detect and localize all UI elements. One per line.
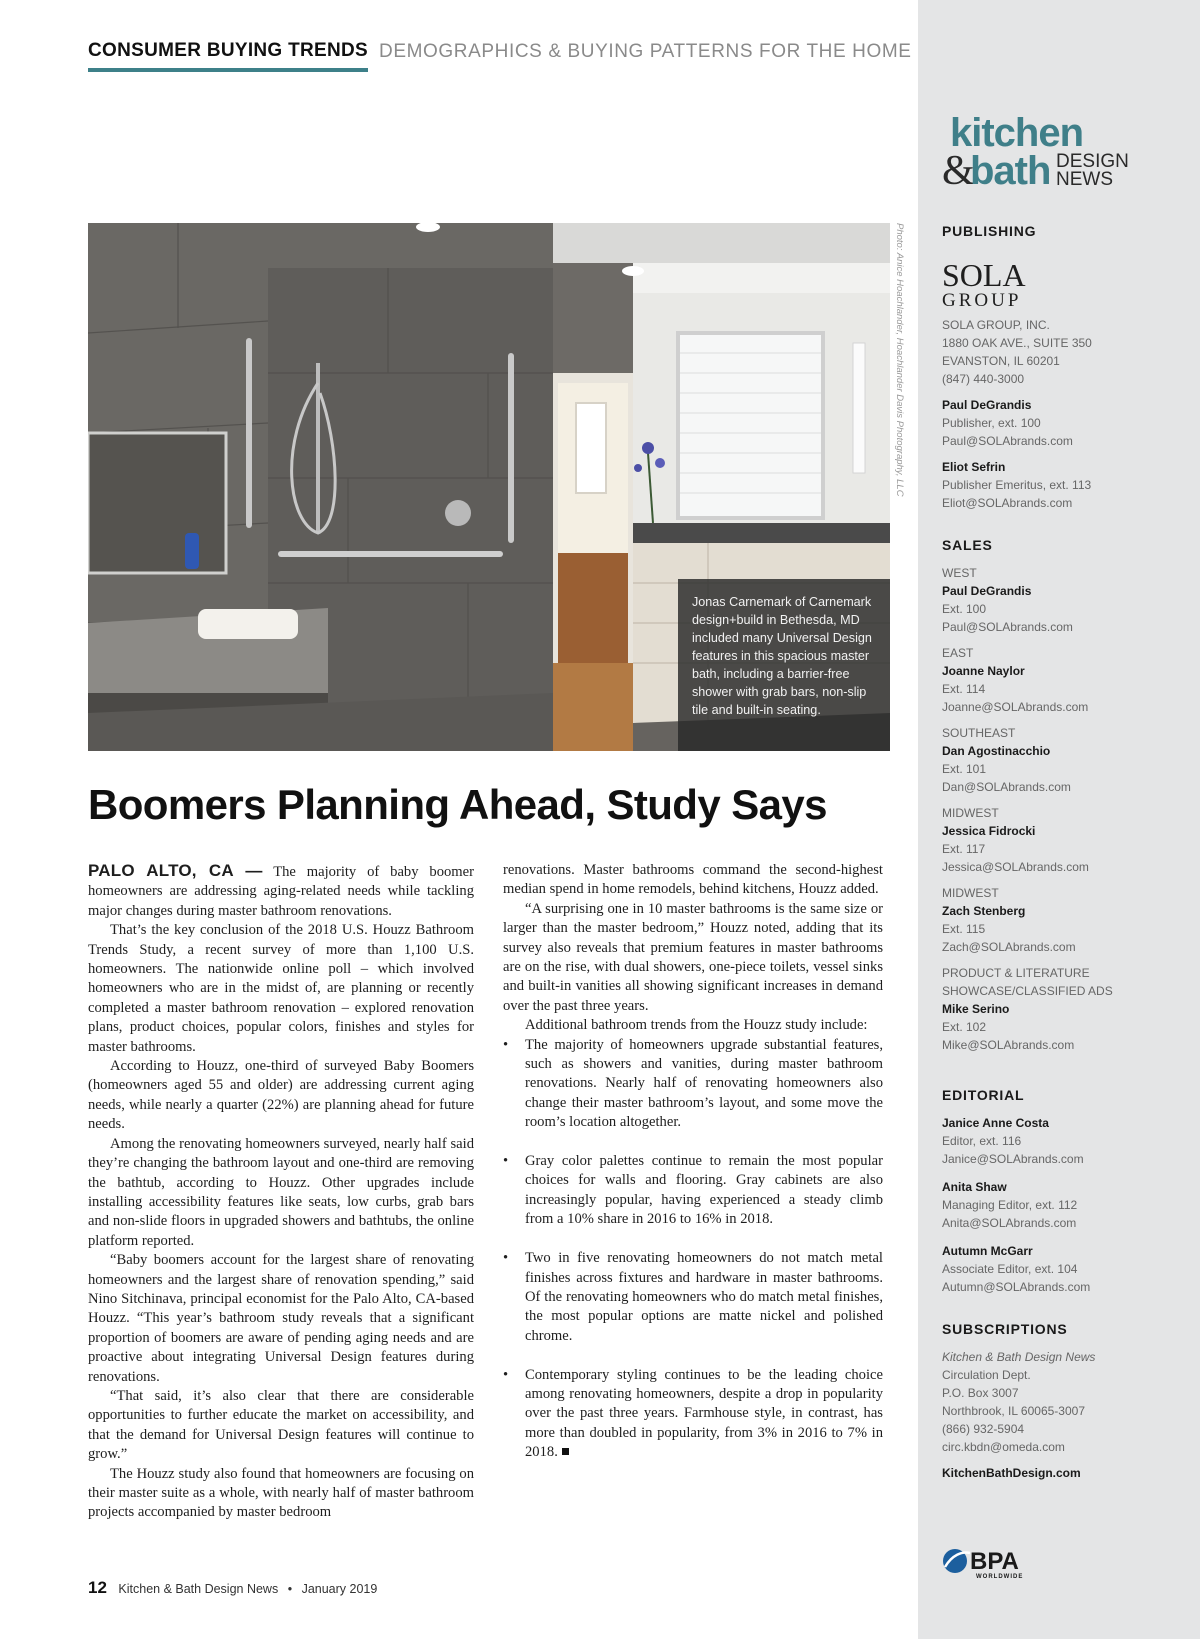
contact-email[interactable]: Autumn@SOLAbrands.com — [942, 1280, 1091, 1294]
address-line: SOLA GROUP, INC. — [942, 318, 1050, 332]
bpa-worldwide-logo — [942, 1545, 1052, 1581]
contact-card — [942, 1178, 1090, 1232]
contact-email[interactable]: Paul@SOLAbrands.com — [942, 434, 1073, 448]
contact-title: Editor, ext. 116 — [942, 1134, 1022, 1148]
contact-email[interactable]: Mike@SOLAbrands.com — [942, 1038, 1075, 1052]
subscription-email[interactable]: circ.kbdn@omeda.com — [942, 1440, 1065, 1454]
subscription-line: Circulation Dept. — [942, 1368, 1031, 1382]
contact-email[interactable]: Dan@SOLAbrands.com — [942, 780, 1071, 794]
sales-region: SOUTHEAST — [942, 726, 1016, 740]
svg-text:SOLA: SOLA — [942, 258, 1026, 293]
subscription-phone: (866) 932-5904 — [942, 1422, 1025, 1436]
footer-separator: • — [287, 1582, 293, 1596]
end-mark-icon — [562, 1448, 569, 1455]
sales-section — [942, 536, 1113, 1062]
contact-name: Autumn McGarr — [942, 1244, 1033, 1258]
contact-name: Paul DeGrandis — [942, 584, 1032, 598]
trend-list — [503, 1036, 883, 1463]
contact-ext: Ext. 102 — [942, 1020, 987, 1034]
trend-list-item: • Gray color palettes continue to remain the most popular choices for walls and flooring. Gray cabinets are also increasingly popular, having experienced a steady climb from a 10% share in 2016 to 16% in 2018. — [503, 1152, 883, 1230]
body-paragraph: That’s the key conclusion of the 2018 U.S. Houzz Bathroom Trends Study, a recent survey of more than 1,100 U.S. homeowners. The nationwide online poll – which involved homeowners who are in the midst of, are planning or recently completed a master bathroom renovation – explored renovation plans, product choices, popular colors, finishes and styles for master bathrooms. — [88, 922, 474, 1055]
sales-region: WEST — [942, 566, 977, 580]
sales-contact — [942, 644, 1113, 716]
contact-title: Managing Editor, ext. 112 — [942, 1198, 1078, 1212]
lead-paragraph: PALO ALTO, CA — The majority of baby boomer homeowners are addressing aging-related needs while tackling major changes during master bathroom renovations. — [88, 861, 474, 919]
article-column-2 — [503, 861, 883, 1482]
contact-name: Mike Serino — [942, 1002, 1010, 1016]
contact-email[interactable]: Eliot@SOLAbrands.com — [942, 496, 1073, 510]
editorial-section — [942, 1086, 1090, 1304]
address-line: EVANSTON, IL 60201 — [942, 354, 1060, 368]
svg-text:&: & — [942, 148, 975, 190]
contact-name: Joanne Naylor — [942, 664, 1025, 678]
contact-title: Publisher Emeritus, ext. 113 — [942, 478, 1092, 492]
contact-card — [942, 1242, 1090, 1296]
sales-heading: SALES — [942, 537, 993, 553]
svg-text:bath: bath — [970, 149, 1051, 190]
contact-name: Janice Anne Costa — [942, 1116, 1049, 1130]
body-paragraph: “Baby boomers account for the largest share of renovating homeowners and the largest share of renovation spending,” said Nino Sitchinava, principal economist for the Palo Alto, CA-based Houzz. “This year’s bathroom study reveals that a significant proportion of boomers are aware of pending aging needs and are proactive about integrating Universal Design features during renovations. — [88, 1252, 474, 1385]
article-column-1 — [88, 861, 474, 1523]
trend-list-item: • The majority of homeowners upgrade substantial features, such as showers and vanities, during master bathroom renovations. Nearly half of renovating homeowners also change their master bathroom’s layout, and some move the room’s location altogether. — [503, 1036, 883, 1133]
contact-email[interactable]: Jessica@SOLAbrands.com — [942, 860, 1089, 874]
phone-number: (847) 440-3000 — [942, 372, 1025, 386]
contact-email[interactable]: Zach@SOLAbrands.com — [942, 940, 1076, 954]
bathroom-photo — [88, 223, 890, 751]
footer-publication: Kitchen & Bath Design News — [118, 1582, 279, 1596]
body-paragraph: According to Houzz, one-third of surveyed Baby Boomers (homeowners aged 55 and older) are addressing current aging needs, while nearly a quarter (22%) are planning ahead for future needs. — [88, 1058, 474, 1133]
contact-card — [942, 458, 1092, 512]
section-label: CONSUMER BUYING TRENDS — [88, 40, 368, 72]
body-paragraph: The Houzz study also found that homeowners are focusing on their master suite as a whole, with nearly half of master bathroom projects accompanied by master bedroom — [88, 1465, 474, 1521]
sales-contact — [942, 724, 1113, 796]
subscription-publication: Kitchen & Bath Design News — [942, 1350, 1096, 1364]
subscriptions-section — [942, 1320, 1095, 1482]
trend-list-item: • Contemporary styling continues to be the leading choice among renovating homeowners, despite a drop in popularity over the past three years. Farmhouse style, in contrast, has more than doubled in popularity, from 3% in 2016 to 7% in 2018. — [503, 1366, 883, 1463]
page-number: 12 — [88, 1578, 107, 1597]
svg-text:kitchen: kitchen — [950, 111, 1084, 155]
body-paragraph: Among the renovating homeowners surveyed, nearly half said they’re changing the bathroom layout and one-third are removing the bathtub, according to Houzz. Other upgrades include installing accessibility features like seats, low curbs, grab bars and non-slide floors in upgraded showers and bathtubs, the online platform reported. — [88, 1135, 474, 1249]
subscription-line: P.O. Box 3007 — [942, 1386, 1019, 1400]
contact-name: Jessica Fidrocki — [942, 824, 1036, 838]
page-footer — [88, 1578, 377, 1598]
contact-email[interactable]: Paul@SOLAbrands.com — [942, 620, 1073, 634]
subscription-line: Northbrook, IL 60065-3007 — [942, 1404, 1085, 1418]
contact-name: Anita Shaw — [942, 1180, 1007, 1194]
editorial-heading: EDITORIAL — [942, 1087, 1025, 1103]
svg-text:BPA: BPA — [970, 1548, 1019, 1575]
body-paragraph: “That said, it’s also clear that there are considerable opportunities to further educate the market on accessibility, and that the demand for Universal Design features will continue to grow.” — [88, 1387, 474, 1463]
contact-email[interactable]: Joanne@SOLAbrands.com — [942, 700, 1089, 714]
photo-credit: Photo: Anice Hoachlander, Hoachlander Davis Photography, LLC — [894, 223, 905, 497]
sales-contact — [942, 564, 1113, 636]
contact-name: Eliot Sefrin — [942, 460, 1006, 474]
sales-contact — [942, 804, 1113, 876]
contact-name: Dan Agostinacchio — [942, 744, 1051, 758]
body-paragraph: renovations. Master bathrooms command the second-highest median spend in home remodels, behind kitchens, Houzz added. — [503, 862, 883, 898]
contact-card — [942, 1114, 1090, 1168]
address-line: 1880 OAK AVE., SUITE 350 — [942, 336, 1092, 350]
contact-title: Publisher, ext. 100 — [942, 416, 1041, 430]
footer-date: January 2019 — [301, 1582, 378, 1596]
sales-region: MIDWEST — [942, 886, 999, 900]
contact-card — [942, 396, 1092, 450]
contact-email[interactable]: Anita@SOLAbrands.com — [942, 1216, 1077, 1230]
contact-ext: Ext. 100 — [942, 602, 987, 616]
sales-region: MIDWEST — [942, 806, 999, 820]
contact-email[interactable]: Janice@SOLAbrands.com — [942, 1152, 1084, 1166]
svg-text:DESIGN: DESIGN — [1056, 151, 1129, 172]
kbdn-logo — [942, 110, 1132, 190]
svg-text:WORLDWIDE: WORLDWIDE — [976, 1574, 1024, 1580]
website-link[interactable]: KitchenBathDesign.com — [942, 1466, 1081, 1480]
publishing-heading: PUBLISHING — [942, 223, 1037, 239]
sales-contact — [942, 964, 1113, 1054]
sola-group-logo — [942, 258, 1042, 308]
sales-region: EAST — [942, 646, 974, 660]
contact-name: Zach Stenberg — [942, 904, 1026, 918]
article-headline: Boomers Planning Ahead, Study Says — [88, 781, 827, 828]
svg-text:NEWS: NEWS — [1056, 169, 1113, 190]
subscriptions-heading: SUBSCRIPTIONS — [942, 1321, 1068, 1337]
trend-list-item: • Two in five renovating homeowners do not match metal finishes across fixtures and hardware in master bathrooms. Of the renovating homeowners who do match metal finishes, the most popular options are matte nickel and polished chrome. — [503, 1249, 883, 1346]
sales-region: PRODUCT & LITERATURE — [942, 966, 1090, 980]
dateline: PALO ALTO, CA — — [88, 861, 263, 880]
sales-contact — [942, 884, 1113, 956]
contact-title: Associate Editor, ext. 104 — [942, 1262, 1078, 1276]
contact-ext: Ext. 117 — [942, 842, 986, 856]
svg-text:GROUP: GROUP — [942, 290, 1022, 308]
contact-ext: Ext. 101 — [942, 762, 987, 776]
body-paragraph: Additional bathroom trends from the Houzz study include: — [525, 1017, 868, 1034]
body-paragraph: “A surprising one in 10 master bathrooms is the same size or larger than the master bedroom,” Houzz noted, adding that its survey also reveals that premium features in master bathrooms are on the rise, with dual showers, one-piece toilets, vessel sinks and built-in vanities all showing significant increases in demand over the past three years. — [503, 900, 883, 1014]
publishing-section — [942, 222, 1036, 240]
sales-region: SHOWCASE/CLASSIFIED ADS — [942, 984, 1113, 998]
section-subtitle: DEMOGRAPHICS & BUYING PATTERNS FOR THE HOME — [379, 41, 912, 62]
contact-ext: Ext. 114 — [942, 682, 986, 696]
contact-name: Paul DeGrandis — [942, 398, 1032, 412]
publisher-address — [942, 316, 1092, 520]
contact-ext: Ext. 115 — [942, 922, 986, 936]
photo-caption: Jonas Carnemark of Carnemark design+build in Bethesda, MD included many Universal Design features in this spacious master bath, including a barrier-free shower with grab bars, non-slip tile and built-in seating. — [678, 579, 890, 751]
